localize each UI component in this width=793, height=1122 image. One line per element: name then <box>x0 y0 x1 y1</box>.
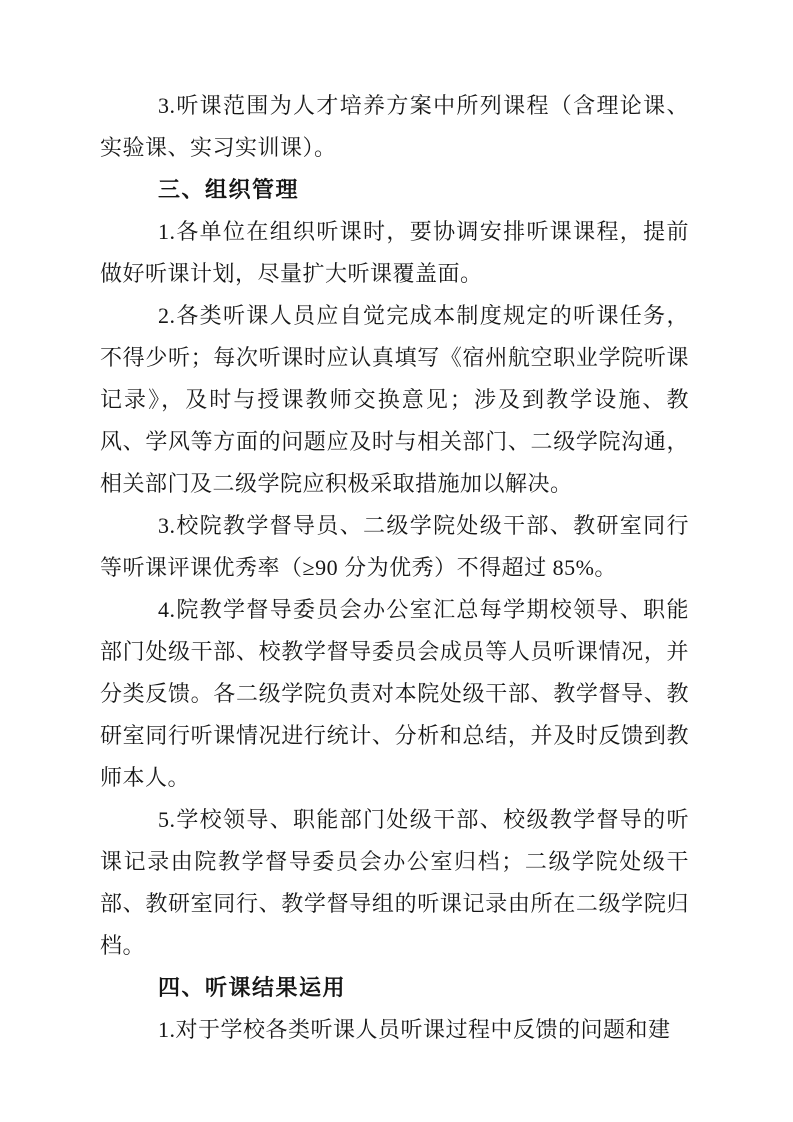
paragraph-result-application-1: 1.对于学校各类听课人员听课过程中反馈的问题和建 <box>158 1017 671 1042</box>
document-content <box>100 85 689 1051</box>
section-heading-result-application: 四、听课结果运用 <box>158 975 347 1000</box>
paragraph-organization-4: 4.院教学督导委员会办公室汇总每学期校领导、职能部门处级干部、校教学督导委员会成员等人员听课情况，并分类反馈。各二级学院负责对本院处级干部、教学督导、教研室同行听课情况进行统计、分析和总结，并及时反馈到教师本人。 <box>100 597 689 790</box>
section-heading-organization-management: 三、组织管理 <box>158 177 300 202</box>
paragraph-listening-scope: 3.听课范围为人才培养方案中所列课程（含理论课、实验课、实习实训课）。 <box>100 93 689 160</box>
paragraph-organization-1: 1.各单位在组织听课时，要协调安排听课课程，提前做好听课计划，尽量扩大听课覆盖面。 <box>100 219 689 286</box>
paragraph-organization-3: 3.校院教学督导员、二级学院处级干部、教研室同行等听课评课优秀率（≥90 分为优秀）不得超过 85%。 <box>100 513 689 580</box>
paragraph-organization-5: 5.学校领导、职能部门处级干部、校级教学督导的听课记录由院教学督导委员会办公室归档；二级学院处级干部、教研室同行、教学督导组的听课记录由所在二级学院归档。 <box>100 807 689 958</box>
paragraph-organization-2: 2.各类听课人员应自觉完成本制度规定的听课任务，不得少听；每次听课时应认真填写《宿州航空职业学院听课记录》，及时与授课教师交换意见；涉及到教学设施、教风、学风等方面的问题应及时与相关部门、二级学院沟通，相关部门及二级学院应积极采取措施加以解决。 <box>100 303 689 496</box>
